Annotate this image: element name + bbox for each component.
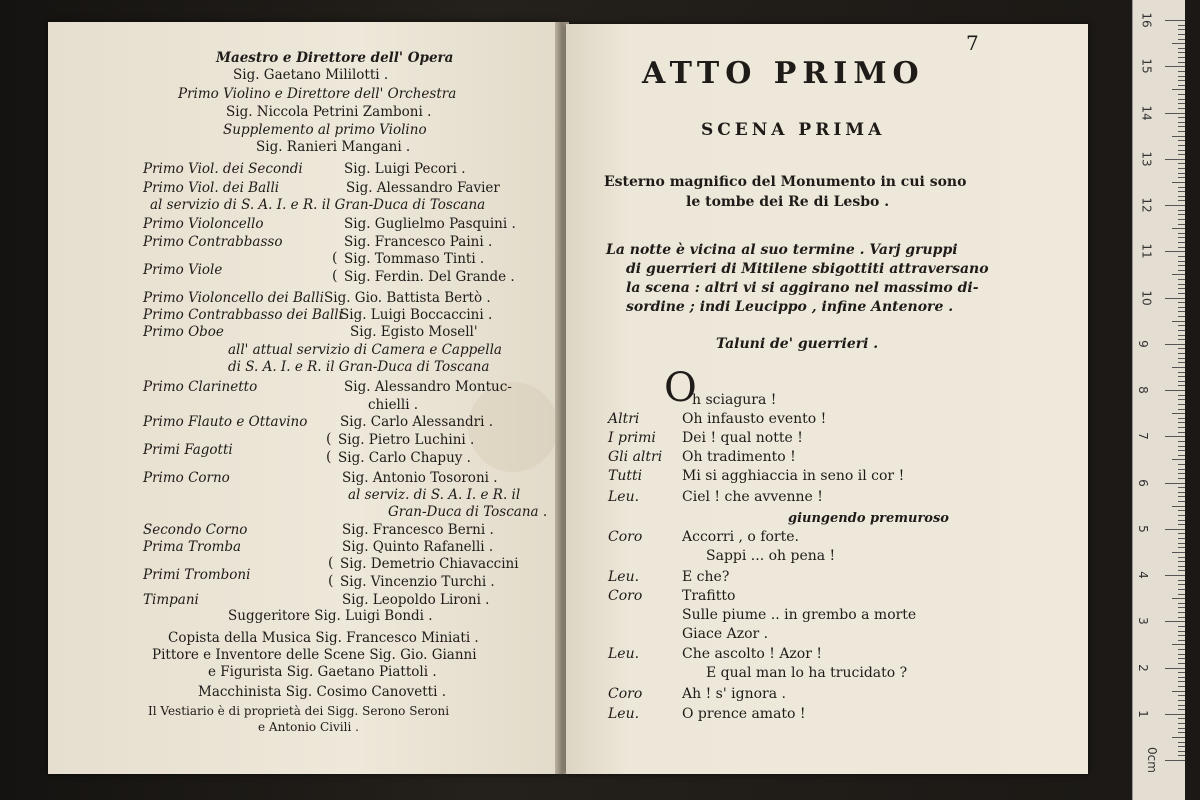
ruler-tick [1178,302,1185,303]
footer-line: Il Vestiario è di proprietà dei Sigg. Serono Seroni [148,704,450,718]
roster-name: Sig. Gio. Battista Bertò . [324,290,491,306]
roster-role: Primo Contrabbasso [143,234,283,250]
roster-role: Primi Fagotti [143,442,233,458]
ruler-number: 13 [1139,151,1154,167]
ruler-tick [1178,469,1185,470]
ruler-tick [1178,635,1185,636]
ruler-tick [1178,219,1185,220]
ruler-tick [1178,547,1185,548]
ruler-tick [1172,182,1185,183]
speaker: Coro [608,529,643,545]
setting-line: Esterno magnifico del Monumento in cui sono [604,174,967,190]
roster-role: Primo Viol. dei Balli [143,180,280,196]
ruler-tick [1178,709,1185,710]
ruler-tick [1178,265,1185,266]
ruler-tick [1178,288,1185,289]
ruler-tick [1178,34,1185,35]
ruler-tick [1178,427,1185,428]
ruler-tick [1178,233,1185,234]
ruler-number: 10 [1139,289,1154,306]
supplemento-name: Sig. Ranieri Mangani . [256,139,411,155]
roster-name: Sig. Tommaso Tinti . [344,251,485,267]
ruler-tick [1178,247,1185,248]
maestro-name: Sig. Gaetano Mililotti . [233,67,389,83]
roster-name: Sig. Leopoldo Lironi . [342,592,490,608]
ruler-tick [1178,385,1185,386]
page-number: 7 [966,31,979,55]
ruler-tick [1178,284,1185,285]
ruler-tick [1178,584,1185,585]
ruler-tick [1178,256,1185,257]
ruler-tick [1172,367,1185,368]
roster-role: Primo Viol. dei Secondi [143,161,303,177]
ruler-tick [1178,700,1185,701]
act-title: ATTO PRIMO [642,56,925,91]
ruler-tick [1178,751,1185,752]
stage-cue: giungendo premuroso [788,511,949,526]
stage-direction-line: sordine ; indi Leucippo , infine Antenore . [626,299,954,315]
ruler-tick [1172,136,1185,137]
ruler-tick [1178,307,1185,308]
ruler-tick [1178,594,1185,595]
ruler-tick [1178,237,1185,238]
roster-name: Sig. Francesco Paini . [344,234,493,250]
ruler-tick [1178,279,1185,280]
ruler-tick [1178,533,1185,534]
ruler-tick [1178,376,1185,377]
ruler-tick [1178,117,1185,118]
ruler-tick [1178,446,1185,447]
speaker: Leu. [608,646,640,662]
ruler-tick [1178,487,1185,488]
ruler-tick [1178,723,1185,724]
ruler-tick [1165,298,1185,299]
ruler-number: 16 [1139,12,1154,28]
ruler-tick [1178,85,1185,86]
ruler-tick [1178,48,1185,49]
maestro-title: Maestro e Direttore dell' Opera [216,50,454,66]
ruler-tick [1178,339,1185,340]
ruler-tick [1178,510,1185,511]
roster-role: Primi Tromboni [143,567,251,583]
ruler-tick [1165,344,1185,345]
ruler-tick [1165,714,1185,715]
drop-cap: O [664,365,697,411]
ruler-tick [1172,459,1185,460]
ruler-tick [1165,20,1185,21]
ruler-tick [1178,561,1185,562]
roster-name: Sig. Vincenzio Turchi . [340,574,495,590]
footer-line: Copista della Musica Sig. Francesco Miniati . [168,630,479,646]
ruler-tick [1178,580,1185,581]
ruler-tick [1165,621,1185,622]
speaker: Gli altri [608,449,663,465]
roster-name: Sig. Luigi Boccaccini . [340,307,493,323]
ruler-tick [1178,131,1185,132]
dialogue-line: O prence amato ! [682,706,806,722]
ruler-tick [1178,612,1185,613]
ruler-number: 0cm [1144,747,1159,773]
ruler-tick [1178,316,1185,317]
ruler-tick [1178,196,1185,197]
ruler-tick [1165,159,1185,160]
speaker: Altri [608,411,640,427]
ruler-tick [1178,200,1185,201]
speaker: Coro [608,686,643,702]
ruler-tick [1178,686,1185,687]
ruler-tick [1178,154,1185,155]
ruler-tick [1178,654,1185,655]
ruler-tick [1178,214,1185,215]
ruler-tick [1178,358,1185,359]
ruler-tick [1178,464,1185,465]
ruler-tick [1165,483,1185,484]
primo-violino-name: Sig. Niccola Petrini Zamboni . [226,104,432,120]
ruler-tick [1178,52,1185,53]
roster-name: chielli . [368,397,419,413]
ruler-tick [1178,663,1185,664]
ruler-tick [1172,598,1185,599]
ruler-tick [1178,543,1185,544]
ruler-tick [1178,441,1185,442]
ruler-tick [1178,103,1185,104]
ruler-tick [1178,62,1185,63]
ruler-tick [1178,501,1185,502]
setting-line: le tombe dei Re di Lesbo . [686,194,890,210]
dialogue-line: Accorri , o forte. [682,529,799,545]
first-line: h sciagura ! [692,392,777,408]
footer-line: e Antonio Civili . [258,720,359,734]
ruler-tick [1178,557,1185,558]
ruler-tick [1178,399,1185,400]
ruler-tick [1178,422,1185,423]
dialogue-line: Dei ! qual notte ! [682,430,803,446]
ruler-number: 6 [1135,478,1150,487]
ruler-tick [1178,524,1185,525]
ruler-tick [1172,321,1185,322]
roster-name: Gran-Duca di Toscana . [388,504,548,520]
roster-name: Sig. Demetrio Chiavaccini [340,556,519,572]
ruler-tick [1178,603,1185,604]
ruler-tick [1178,71,1185,72]
ruler-tick [1172,737,1185,738]
ruler-tick [1172,89,1185,90]
speaker: Leu. [608,706,640,722]
roster-role: Secondo Corno [143,522,248,538]
dialogue-line: E che? [682,569,730,585]
dialogue-line: Oh tradimento ! [682,449,796,465]
ruler-tick [1178,677,1185,678]
ruler-tick [1178,311,1185,312]
ruler-tick [1178,432,1185,433]
ruler-tick [1178,242,1185,243]
ruler-number: 8 [1135,386,1150,394]
ruler-tick [1165,529,1185,530]
speaker: Coro [608,588,643,604]
ruler-number: 14 [1139,104,1154,121]
ruler-number: 2 [1135,663,1150,672]
ruler-tick [1178,80,1185,81]
ruler-number: 11 [1139,243,1154,259]
footer-line: Pittore e Inventore delle Scene Sig. Gio. Gianni [152,647,477,663]
ruler-number: 12 [1139,197,1154,213]
brace: ( [332,268,338,284]
ruler-tick [1178,418,1185,419]
ruler-tick [1178,191,1185,192]
primo-violino-title: Primo Violino e Direttore dell' Orchestra [178,86,457,102]
roster-name: Sig. Luigi Pecori . [344,161,466,177]
ruler-tick [1178,520,1185,521]
roster-name: Sig. Carlo Alessandri . [340,414,494,430]
dialogue-line: Che ascolto ! Azor ! [682,646,823,662]
ruler-number: 9 [1135,339,1150,348]
ruler-tick [1178,140,1185,141]
ruler-tick [1178,210,1185,211]
measuring-ruler [1132,0,1185,800]
ruler-tick [1178,168,1185,169]
ruler-tick [1178,450,1185,451]
ruler-tick [1172,43,1185,44]
brace: ( [328,555,334,571]
ruler-tick [1178,631,1185,632]
dialogue-line: E qual man lo ha trucidato ? [706,665,908,681]
brace: ( [326,449,332,465]
footer-line: e Figurista Sig. Gaetano Piattoli . [208,664,437,680]
ruler-tick [1178,122,1185,123]
ruler-tick [1178,353,1185,354]
dialogue-line: Trafitto [682,588,736,604]
ruler-tick [1178,570,1185,571]
ruler-tick [1178,409,1185,410]
ruler-tick [1178,335,1185,336]
ruler-tick [1178,705,1185,706]
dialogue-line: Sappi ... oh pena ! [706,548,836,564]
ruler-tick [1178,649,1185,650]
ruler-tick [1178,589,1185,590]
dialogue-line: Sulle piume .. in grembo a morte [682,607,917,623]
brace: ( [326,431,332,447]
roster-role: Primo Flauto e Ottavino [143,414,308,430]
ruler-tick [1178,617,1185,618]
ruler-tick [1178,404,1185,405]
ruler-tick [1178,658,1185,659]
speaker: I primi [608,430,656,446]
ruler-tick [1165,205,1185,206]
roster-role: Primo Corno [143,470,230,486]
ruler-tick [1178,566,1185,567]
roster-name: Sig. Guglielmo Pasquini . [344,216,516,232]
roster-role: Timpani [143,592,199,608]
ruler-tick [1165,390,1185,391]
dialogue-line: Mi si agghiaccia in seno il cor ! [682,468,905,484]
ruler-number: 5 [1135,524,1150,533]
roster-role: Primo Violoncello [143,216,264,232]
speaker: Leu. [608,569,640,585]
ruler-tick [1178,538,1185,539]
ruler-tick [1165,668,1185,669]
ruler-tick [1178,224,1185,225]
dialogue-line: Ciel ! che avvenne ! [682,489,823,505]
ruler-tick [1178,607,1185,608]
ruler-tick [1178,478,1185,479]
ruler-tick [1178,99,1185,100]
ruler-number: 7 [1135,432,1150,441]
ruler-tick [1178,94,1185,95]
roster-role: Primo Clarinetto [143,379,258,395]
roster-role: al servizio di S. A. I. e R. il Gran-Duca di Toscana [150,197,486,213]
ruler-tick [1178,173,1185,174]
scene-title: SCENA PRIMA [701,120,886,140]
ruler-tick [1178,39,1185,40]
roster-role: Primo Viole [143,262,223,278]
left-page [48,22,558,774]
roster-name: Sig. Egisto Mosell' [350,324,478,340]
roster-name: Sig. Ferdin. Del Grande . [344,269,515,285]
ruler-tick [1178,372,1185,373]
ruler-tick [1178,455,1185,456]
ruler-tick [1178,145,1185,146]
roster-name: Sig. Alessandro Montuc- [344,379,512,395]
ruler-tick [1178,695,1185,696]
ruler-tick [1178,126,1185,127]
ruler-tick [1178,395,1185,396]
ruler-tick [1178,261,1185,262]
roster-role: Primo Violoncello dei Balli [143,290,324,306]
ruler-tick [1165,66,1185,67]
roster-role: Primo Contrabbasso dei Balli [143,307,343,323]
ruler-tick [1172,413,1185,414]
ruler-tick [1172,691,1185,692]
ruler-tick [1178,718,1185,719]
speaker: Tutti [608,468,643,484]
speaker-heading: Taluni de' guerrieri . [716,336,879,352]
ruler-tick [1178,108,1185,109]
ruler-tick [1172,552,1185,553]
ruler-tick [1178,746,1185,747]
ruler-tick [1178,728,1185,729]
ruler-number: 15 [1139,58,1154,74]
ruler-tick [1178,492,1185,493]
ruler-tick [1178,362,1185,363]
ruler-tick [1178,177,1185,178]
ruler-tick [1178,742,1185,743]
right-page [566,24,1088,774]
roster-name: al serviz. di S. A. I. e R. il [348,487,521,503]
ruler-tick [1178,626,1185,627]
dialogue-line: Oh infausto evento ! [682,411,827,427]
roster-name: Sig. Francesco Berni . [342,522,494,538]
ruler-tick [1178,29,1185,30]
ruler-tick [1178,755,1185,756]
ruler-tick [1178,163,1185,164]
ruler-tick [1165,575,1185,576]
ruler-tick [1178,640,1185,641]
ruler-tick [1178,330,1185,331]
ruler-tick [1178,348,1185,349]
ruler-number: 4 [1135,571,1150,579]
ruler-tick [1178,732,1185,733]
ruler-tick [1172,274,1185,275]
footer-line: Suggeritore Sig. Luigi Bondi . [228,608,433,624]
roster-role: di S. A. I. e R. il Gran-Duca di Toscana [228,359,490,375]
ruler-tick [1178,25,1185,26]
speaker: Leu. [608,489,640,505]
ruler-tick [1178,76,1185,77]
ruler-tick [1178,496,1185,497]
ruler-tick [1178,681,1185,682]
ruler-tick [1178,293,1185,294]
roster-name: Sig. Alessandro Favier [346,180,500,196]
stage-direction-line: di guerrieri di Mitilene sbigottiti attraversano [626,261,989,277]
ruler-tick [1178,150,1185,151]
dialogue-line: Giace Azor . [682,626,769,642]
brace: ( [332,250,338,266]
ruler-tick [1178,325,1185,326]
ruler-tick [1165,113,1185,114]
roster-name: Sig. Quinto Rafanelli . [342,539,494,555]
footer-line: Macchinista Sig. Cosimo Canovetti . [198,684,446,700]
ruler-tick [1178,57,1185,58]
ruler-tick [1172,506,1185,507]
ruler-tick [1178,270,1185,271]
ruler-tick [1172,228,1185,229]
ruler-tick [1172,644,1185,645]
ruler-tick [1178,515,1185,516]
brace: ( [328,573,334,589]
ruler-number: 1 [1135,709,1150,718]
dialogue-line: Ah ! s' ignora . [682,686,786,702]
ruler-number: 3 [1135,617,1150,626]
stage-direction-line: La notte è vicina al suo termine . Varj gruppi [606,242,958,258]
roster-name: Sig. Antonio Tosoroni . [342,470,498,486]
ruler-tick [1178,381,1185,382]
ruler-tick [1178,187,1185,188]
roster-name: Sig. Pietro Luchini . [338,432,475,448]
ruler-tick [1178,473,1185,474]
ruler-tick [1165,436,1185,437]
roster-name: Sig. Carlo Chapuy . [338,450,471,466]
ruler-tick [1165,760,1185,761]
stage-direction-line: la scena : altri vi si aggirano nel massimo di- [626,280,979,296]
supplemento-title: Supplemento al primo Violino [223,122,427,138]
roster-role: all' attual servizio di Camera e Cappella [228,342,502,358]
roster-role: Prima Tromba [143,539,242,555]
ruler-tick [1178,672,1185,673]
ruler-tick [1165,251,1185,252]
roster-role: Primo Oboe [143,324,224,340]
